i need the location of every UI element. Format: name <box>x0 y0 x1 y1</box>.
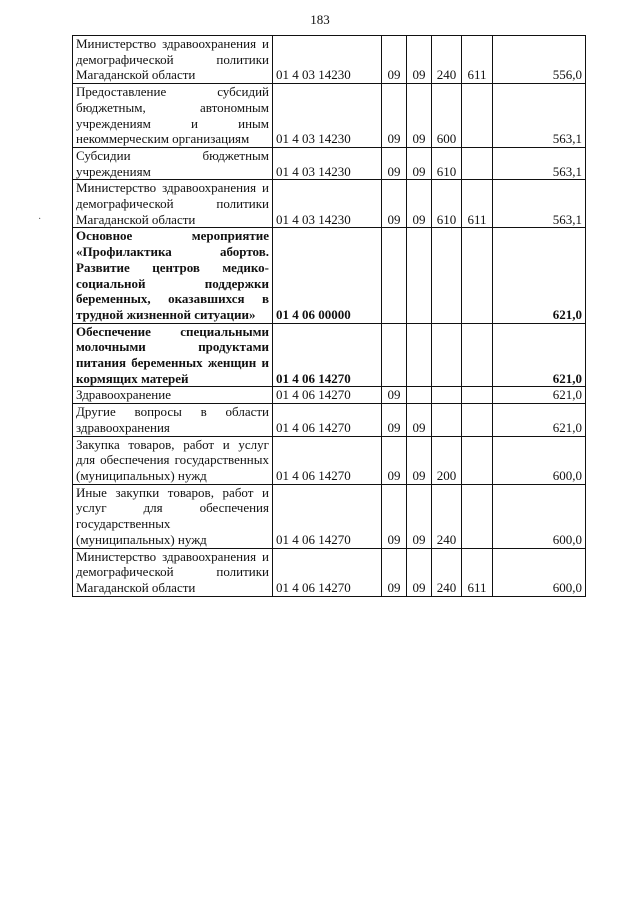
subsection-cell: 09 <box>407 147 432 179</box>
subsection-cell: 09 <box>407 548 432 596</box>
table-row <box>73 323 586 387</box>
expense-type-cell <box>432 404 462 436</box>
budget-table <box>72 35 586 597</box>
table-body <box>73 36 586 597</box>
section-cell <box>382 228 407 323</box>
csr-code-cell: 01 4 03 14230 <box>273 36 382 84</box>
ministry-code-cell: 611 <box>462 180 493 228</box>
ministry-code-cell <box>462 484 493 548</box>
expense-type-cell: 610 <box>432 147 462 179</box>
table-row <box>73 436 586 484</box>
csr-code-cell: 01 4 06 14270 <box>273 436 382 484</box>
section-cell: 09 <box>382 548 407 596</box>
table-row <box>73 228 586 323</box>
ministry-code-cell: 611 <box>462 548 493 596</box>
amount-cell: 621,0 <box>493 228 586 323</box>
table-row <box>73 147 586 179</box>
row-name-cell: Министерство здравоохранения и демографической политики Магаданской области <box>73 548 273 596</box>
row-name-cell: Министерство здравоохранения и демографической политики Магаданской области <box>73 180 273 228</box>
row-name-cell: Иные закупки товаров, работ и услуг для обеспечения государственных (муниципальных) нужд <box>73 484 273 548</box>
ministry-code-cell <box>462 404 493 436</box>
row-name-cell: Министерство здравоохранения и демографической политики Магаданской области <box>73 36 273 84</box>
amount-cell: 563,1 <box>493 84 586 148</box>
csr-code-cell: 01 4 03 14230 <box>273 84 382 148</box>
section-cell: 09 <box>382 180 407 228</box>
row-name-cell: Закупка товаров, работ и услуг для обеспечения государственных (муниципальных) нужд <box>73 436 273 484</box>
ministry-code-cell <box>462 147 493 179</box>
table-row <box>73 36 586 84</box>
amount-cell: 621,0 <box>493 404 586 436</box>
ministry-code-cell <box>462 323 493 387</box>
subsection-cell <box>407 228 432 323</box>
table-row <box>73 180 586 228</box>
expense-type-cell: 240 <box>432 548 462 596</box>
row-name-cell: Предоставление субсидий бюджетным, автономным учреждениям и иным некоммерческим организациям <box>73 84 273 148</box>
ministry-code-cell: 611 <box>462 36 493 84</box>
csr-code-cell: 01 4 03 14230 <box>273 180 382 228</box>
section-cell: 09 <box>382 147 407 179</box>
amount-cell: 563,1 <box>493 147 586 179</box>
subsection-cell: 09 <box>407 484 432 548</box>
expense-type-cell: 240 <box>432 36 462 84</box>
expense-type-cell: 200 <box>432 436 462 484</box>
row-name-cell: Субсидии бюджетным учреждениям <box>73 147 273 179</box>
csr-code-cell: 01 4 06 14270 <box>273 323 382 387</box>
row-name-cell: Другие вопросы в области здравоохранения <box>73 404 273 436</box>
expense-type-cell <box>432 228 462 323</box>
csr-code-cell: 01 4 06 14270 <box>273 387 382 404</box>
ministry-code-cell <box>462 228 493 323</box>
table-row <box>73 484 586 548</box>
page-number: 183 <box>310 12 330 27</box>
section-cell: 09 <box>382 436 407 484</box>
ministry-code-cell <box>462 84 493 148</box>
subsection-cell: 09 <box>407 404 432 436</box>
section-cell <box>382 323 407 387</box>
expense-type-cell: 610 <box>432 180 462 228</box>
section-cell: 09 <box>382 484 407 548</box>
amount-cell: 563,1 <box>493 180 586 228</box>
section-cell: 09 <box>382 84 407 148</box>
table-row <box>73 404 586 436</box>
row-name-cell: Здравоохранение <box>73 387 273 404</box>
expense-type-cell: 600 <box>432 84 462 148</box>
ministry-code-cell <box>462 387 493 404</box>
amount-cell: 600,0 <box>493 436 586 484</box>
expense-type-cell <box>432 387 462 404</box>
table-row <box>73 387 586 404</box>
expense-type-cell: 240 <box>432 484 462 548</box>
subsection-cell: 09 <box>407 36 432 84</box>
row-name-cell: Обеспечение специальными молочными продуктами питания беременных женщин и кормящих матерей <box>73 323 273 387</box>
subsection-cell <box>407 387 432 404</box>
amount-cell: 621,0 <box>493 387 586 404</box>
subsection-cell: 09 <box>407 436 432 484</box>
amount-cell: 621,0 <box>493 323 586 387</box>
subsection-cell: 09 <box>407 180 432 228</box>
csr-code-cell: 01 4 06 14270 <box>273 484 382 548</box>
section-cell: 09 <box>382 404 407 436</box>
amount-cell: 600,0 <box>493 484 586 548</box>
table-row <box>73 548 586 596</box>
subsection-cell: 09 <box>407 84 432 148</box>
ministry-code-cell <box>462 436 493 484</box>
expense-type-cell <box>432 323 462 387</box>
csr-code-cell: 01 4 03 14230 <box>273 147 382 179</box>
amount-cell: 556,0 <box>493 36 586 84</box>
row-name-cell: Основное мероприятие «Профилактика абортов. Развитие центров медико-социальной поддержки беременных, оказавшихся в трудной жизненной ситуации» <box>73 228 273 323</box>
table-row <box>73 84 586 148</box>
section-cell: 09 <box>382 36 407 84</box>
section-cell: 09 <box>382 387 407 404</box>
csr-code-cell: 01 4 06 00000 <box>273 228 382 323</box>
subsection-cell <box>407 323 432 387</box>
amount-cell: 600,0 <box>493 548 586 596</box>
csr-code-cell: 01 4 06 14270 <box>273 404 382 436</box>
csr-code-cell: 01 4 06 14270 <box>273 548 382 596</box>
margin-mark: · <box>38 214 42 225</box>
